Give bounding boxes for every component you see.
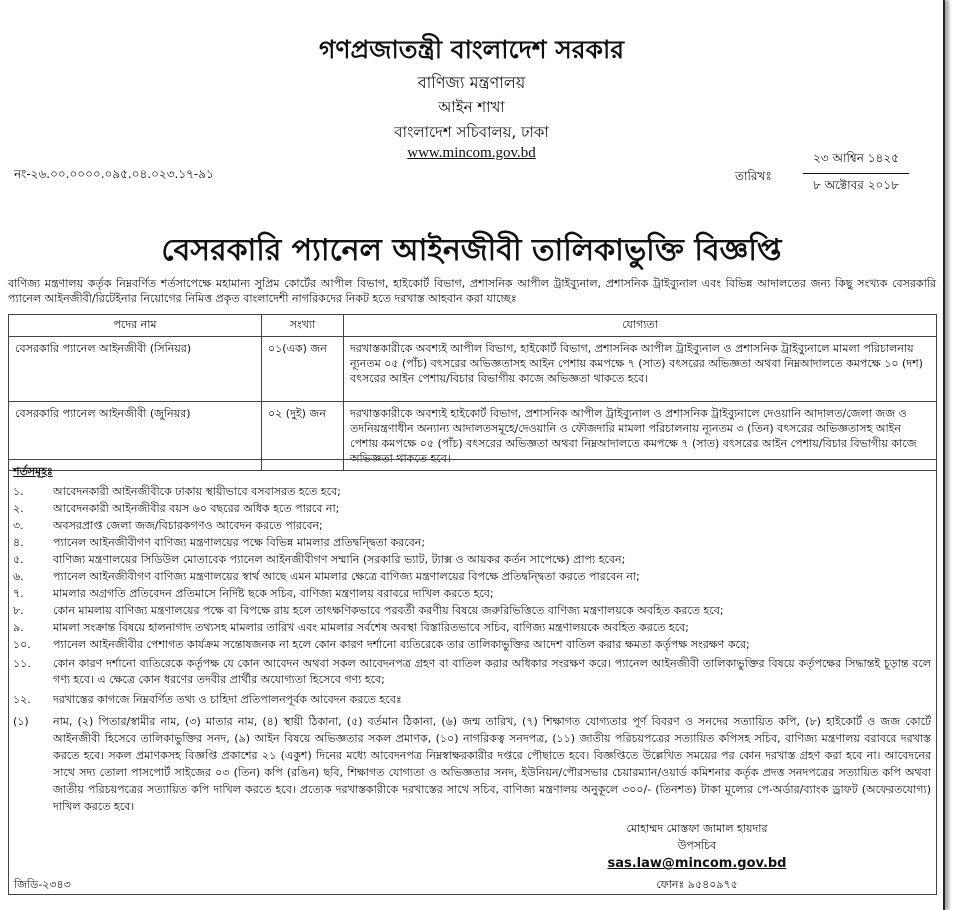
date-english: ৮ অক্টোবর ২০১৮: [813, 178, 899, 192]
post-count: ০২ (দুই) জন: [262, 402, 344, 471]
condition-text: আবেদনকারী আইনজীবীর বয়স ৬০ বছরের অধিক হতে পারবে না;: [53, 502, 340, 515]
condition-text: আবেদনকারী আইনজীবীকে ঢাকায় স্থায়ীভাবে বসবাসরত হতে হবে;: [53, 485, 341, 498]
secretariat-address: বাংলাদেশ সচিবালয়, ঢাকা: [394, 123, 549, 141]
signatory-email[interactable]: sas.law@mincom.gov.bd: [607, 856, 787, 871]
post-count: ০১(এক) জন: [262, 337, 344, 402]
condition-text: প্যানেল আইনজীবীর পেশাগত কার্যক্রম সন্তোষজনক না হলে কোন কারণ দর্শানো ব্যতিরেকে তার তালিকাভুক্তির আদেশ বাতিল করার ক্ষমতা কর্তৃপক্ষ সংরক্ষণ করে;: [53, 638, 750, 651]
wing-name: আইন শাখা: [438, 98, 505, 116]
posts-table: [8, 314, 937, 471]
condition-text: কোন মামলায় বাণিজ্য মন্ত্রণালয়ের পক্ষে বা বিপক্ষে রায় হলে তাৎক্ষণিকভাবে পরবর্তী করণীয় বিষয়ে জরুরিভিত্তিতে বাণিজ্য মন্ত্রণালয়কে অবহিত করতে হবে;: [53, 604, 724, 617]
condition-text: প্যানেল আইনজীবীগণ বাণিজ্য মন্ত্রণালয়ের পক্ষে বিভিন্ন মামলার প্রতিদ্বন্দ্বিতা করবেন;: [53, 536, 426, 549]
signatory-phone: ফোনঃ ৯৫৪০৯৭৫: [656, 878, 738, 891]
condition-number: ৩.: [13, 519, 24, 532]
condition-number: ৪.: [13, 536, 24, 549]
post-qualification: দরখাস্তকারীকে অবশ্যই হাইকোর্ট বিভাগ, প্রশাসনিক আপীল ট্রাইব্যুনাল ও প্রশাসনিক ট্রাইব্যুনালে দেওয়ানি আদালত/জেলা জজ ও তদনিয়ন্ত্রণাধীন অন্যান্য আদালতসমূহে/দেওয়ানি ও ফৌজদারি মামলা পরিচালনায় ন্যূনতম ৩ (তিন) বৎসরের অভিজ্ঞতাসহ আইন পেশায় কমপক্ষে ০৫ (পাঁচ) বৎসরের অভিজ্ঞতা অথবা নিম্নআদালতে কমপক্ষে ৭ (সাত) বৎসরের আইন পেশায়/বিচার বিভাগীয় কাজে অভিজ্ঞতা থাকতে হবে।: [344, 402, 937, 471]
ministry-name: বাণিজ্য মন্ত্রণালয়: [417, 73, 526, 92]
condition-text: বাণিজ্য মন্ত্রণালয়ের সিডিউল মোতাবেক প্যানেল আইনজীবীগণ সম্মানি (সরকারি ভ্যাট, ট্যাক্স ও আয়কর কর্তন সাপেক্ষে) প্রাপ্য হবেন;: [53, 553, 626, 566]
memo-number: নং-২৬.০০.০০০০.০৯৫.০৪.০২৩.১৭-৯১: [14, 167, 214, 181]
condition-number: ১.: [13, 485, 24, 498]
signatory-name: মোহাম্মদ মোস্তফা জামাল হায়দার: [626, 822, 768, 835]
date-block: [803, 150, 909, 197]
notice-title: বেসরকারি প্যানেল আইনজীবী তালিকাভুক্তি বিজ্ঞপ্তি: [161, 233, 782, 268]
condition-text: কোন কারণ দর্শানো ব্যতিরেকে কর্তৃপক্ষ যে কোন আবেদন অথবা সকল আবেদনপত্র গ্রহণ বা বাতিল করার অধিকার সংরক্ষণ করে। প্যানেল আইনজীবী তালিকাভুক্তির বিষয়ে কর্তৃপক্ষের সিদ্ধান্তই চূড়ান্ত বলে গণ্য হবে। এ ক্ষেত্রে কোন ধরণের তদবীর প্রার্থীর অযোগ্যতা হিসেবে গণ্য হবে;: [53, 657, 931, 686]
condition-text: প্যানেল আইনজীবীগণ বাণিজ্য মন্ত্রণালয়ের স্বার্থ আছে এমন মামলার ক্ষেত্রে বাণিজ্য মন্ত্রণালয়ের বিপক্ষে প্রতিদ্বন্দ্বিতা করতে পারবেন না;: [53, 570, 640, 583]
conditions-heading: শর্তসমূহঃ: [13, 465, 53, 478]
header-qualification: যোগ্যতা: [344, 315, 937, 337]
condition-number: ৮.: [13, 604, 24, 617]
condition-number: ১১.: [13, 657, 31, 670]
post-name: বেসরকারি প্যানেল আইনজীবী (সিনিয়র): [9, 337, 262, 402]
condition-number: ৫.: [13, 553, 24, 566]
condition-text: অবসরপ্রাপ্ত জেলা জজ/বিচারকগণও আবেদন করতে পারবেন;: [53, 519, 323, 532]
documents-number: (১): [13, 715, 29, 728]
condition-number: ১২.: [13, 693, 31, 706]
signatory-designation: উপসচিব: [677, 839, 717, 852]
website-link[interactable]: www.mincom.gov.bd: [407, 145, 536, 161]
date-label: তারিখঃ: [735, 169, 772, 183]
condition-number: ৬.: [13, 570, 24, 583]
condition-text: মামলার অগ্রগতি প্রতিবেদন প্রতিমাসে নির্দিষ্ট ছকে সচিব, বাণিজ্য মন্ত্রণালয় বরাবরে দাখিল করতে হবে;: [53, 587, 494, 600]
header-post: পদের নাম: [9, 315, 262, 337]
documents-text: নাম, (২) পিতার/স্বামীর নাম, (৩) মাতার নাম, (৪) স্থায়ী ঠিকানা, (৫) বর্তমান ঠিকানা, (৬) জন্ম তারিখ, (৭) শিক্ষাগত যোগ্যতার পূর্ণ বিবরণ ও সনদের সত্যায়িত কপি, (৮) হাইকোর্ট ও জজ কোর্টে আইনজীবী হিসেবে তালিকাভুক্তির সনদ, (৯) আইন বিষয়ে অভিজ্ঞতার সকল প্রমাণক, (১০) নাগরিকত্ব সনদপত্র, (১১) জাতীয় পরিচয়পত্রের সত্যায়িত কপিসহ সচিব, বাণিজ্য মন্ত্রণালয় বরাবরে দরখাস্ত করতে হবে। সকল প্রমাণকসহ বিজ্ঞপ্তি প্রকাশের ২১ (একুশ) দিনের মধ্যে আবেদনপত্র নিম্নস্বাক্ষরকারীর দপ্তরে পৌছাতে হবে। বিজ্ঞপ্তিতে উল্লেখিত সময়ের পর কোন দরখাস্ত গ্রহণ করা হবে না। আবেদনের সাথে সদ্য তোলা পাসপোর্ট সাইজের ০৩ (তিন) কপি (রঙিন) ছবি, শিক্ষাগত যোগ্যতা ও অভিজ্ঞতার সনদ, ইউনিয়ন/পৌরসভার চেয়ারম্যান/ওয়ার্ড কমিশনার কর্তৃক প্রদত্ত সনদপত্রের সত্যায়িত কপি অথবা জাতীয় পরিচয়পত্রের সত্যায়িত কপি দাখিল করতে হবে। প্রত্যেক দরখাস্তকারীকে দরখাস্তের সাথে সচিব, বাণিজ্য মন্ত্রণালয় অনুকূলে ৩০০/- (তিনশত) টাকা মূল্যের পে-অর্ডার/ব্যাংক ড্রাফট (অফেরতযোগ্য) দাখিল করতে হবে।: [53, 715, 931, 813]
table-header-row: [9, 315, 937, 337]
condition-text: দরখাস্তের কাগজে নিম্নবর্ণিত তথ্য ও চাহিদা প্রতিপালনপূর্বক আবেদন করতে হবেঃ: [53, 693, 402, 706]
government-heading: গণপ্রজাতন্ত্রী বাংলাদেশ সরকার: [319, 35, 624, 64]
post-name: বেসরকারি প্যানেল আইনজীবী (জুনিয়র): [9, 402, 262, 471]
post-qualification: দরখাস্তকারীকে অবশ্যই আপীল বিভাগ, হাইকোর্ট বিভাগ, প্রশাসনিক আপীল ট্রাইব্যুনাল ও প্রশাসনিক ট্রাইব্যুনালে মামলা পরিচালনায় ন্যূনতম ০৫ (পাঁচ) বৎসরের অভিজ্ঞতাসহ আইন পেশায় কমপক্ষে ৭ (সাত) বৎসরের অভিজ্ঞতা অথবা নিম্নআদালতে কমপক্ষে ১০ (দশ) বৎসরের আইন পেশায়/বিচার বিভাগীয় কাজে অভিজ্ঞতা থাকতে হবে।: [344, 337, 937, 402]
condition-number: ৯.: [13, 621, 24, 634]
intro-paragraph: বাণিজ্য মন্ত্রণালয় কর্তৃক নিম্নবর্ণিত শর্তসাপেক্ষে মহামান্য সুপ্রিম কোর্টের আপীল বিভাগ, হাইকোর্ট বিভাগ, প্রশাসনিক আপীল ট্রাইব্যুনাল, প্রশাসনিক ট্রাইব্যুনাল এবং বিভিন্ন আদালতের জন্য কিছু সংখ্যক বেসরকারি প্যানেল আইনজীবী/রিটেইনার নিয়োগের নিমিত্ত প্রকৃত বাংলাদেশী নাগরিকদের নিকট হতে দরখাস্ত আহবান করা যাচ্ছেঃ: [8, 277, 936, 305]
condition-number: ১০.: [13, 638, 31, 651]
date-bangla: ২৩ আশ্বিন ১৪২৫: [803, 150, 909, 174]
condition-text: মামলা সংক্রান্ত বিষয়ে হালনাগাদ তথ্যসহ মামলার তারিখ এবং মামলার সর্বশেষ অবস্থা বিস্তারিতভাবে সচিব, বাণিজ্য মন্ত্রণালয়কে অবহিত করতে হবে;: [53, 621, 689, 634]
condition-number: ২.: [13, 502, 24, 515]
gd-number: জিডি-২৩৪৩: [14, 878, 71, 891]
table-row: [9, 337, 937, 402]
condition-number: ৭.: [13, 587, 24, 600]
header-count: সংখ্যা: [262, 315, 344, 337]
